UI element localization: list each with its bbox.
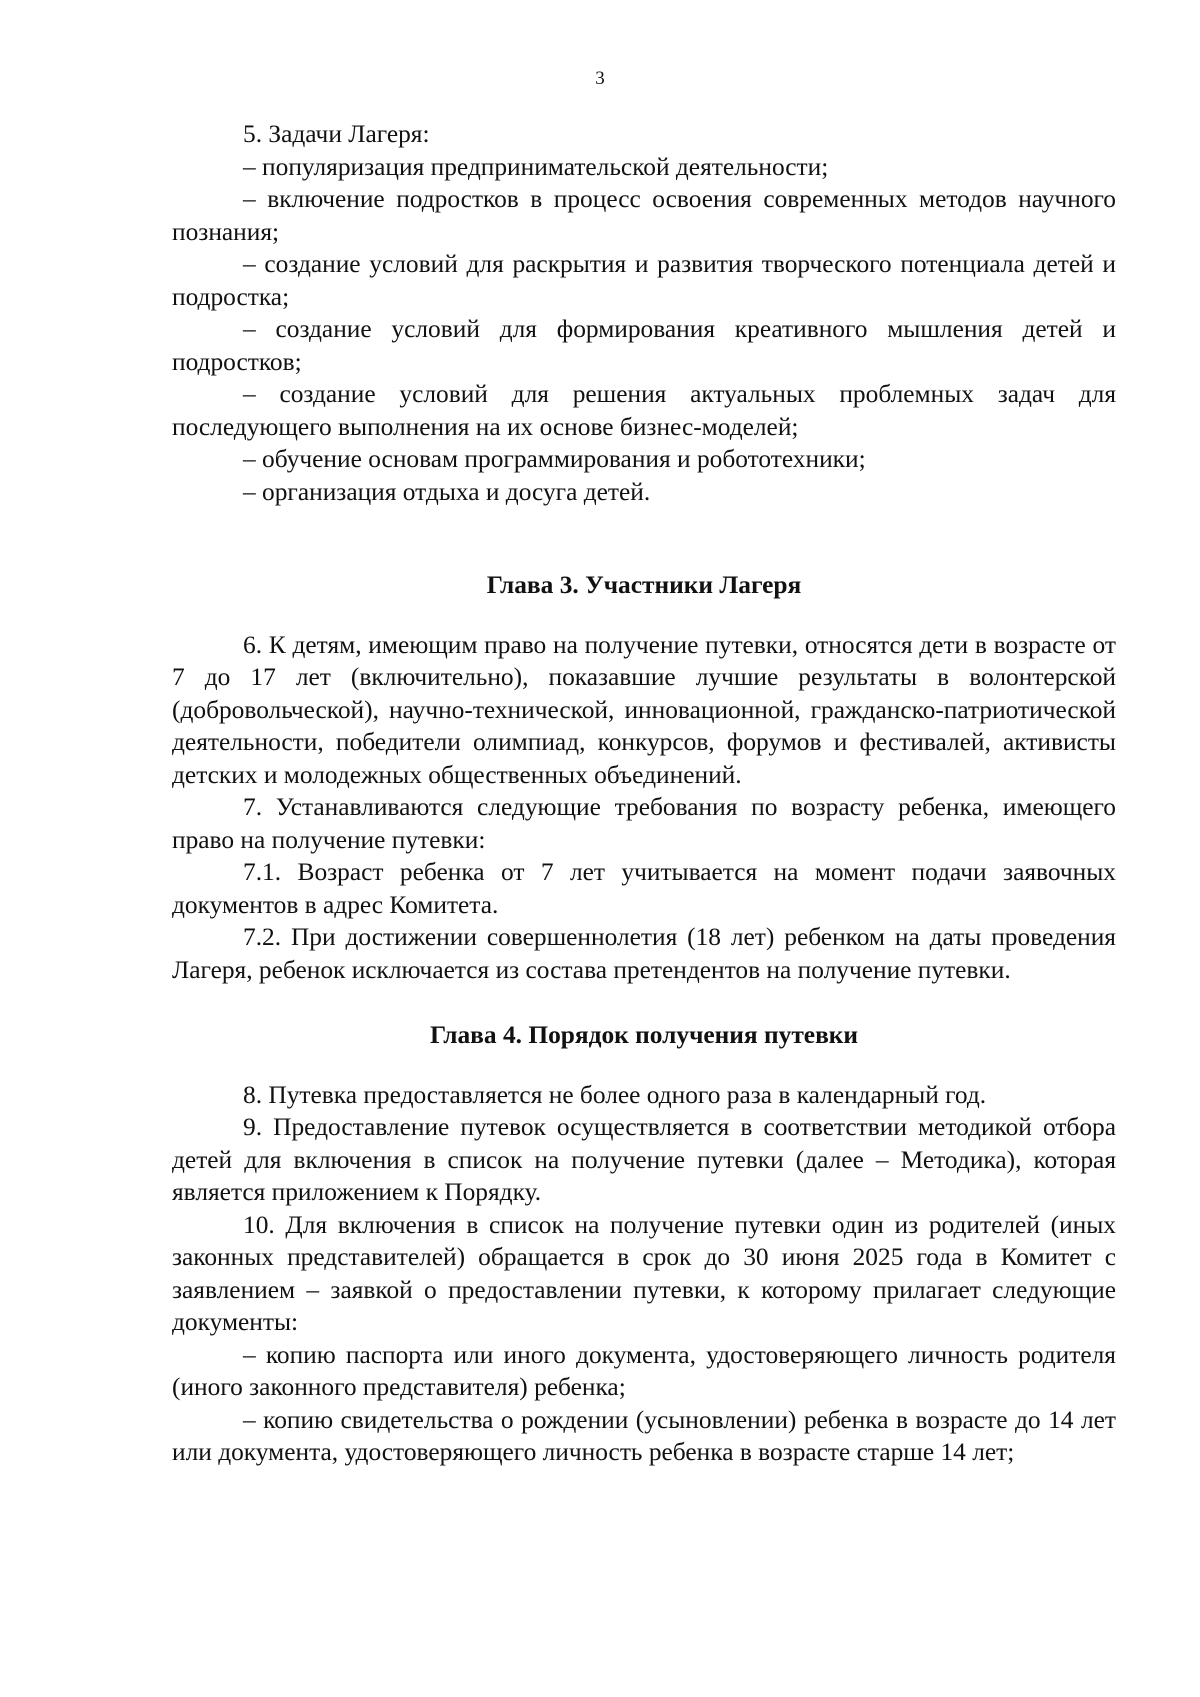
chapter3-paragraph: 7.2. При достижении совершеннолетия (18 лет) ребенком на даты проведения Лагеря, ребенок исключается из состава претендентов на получение путевки. [172,923,1116,984]
chapter4-paragraph: – копию паспорта или иного документа, удостоверяющего личность родителя (иного законного представителя) ребенка; [172,1340,1116,1401]
chapter3-paragraph: 7.1. Возраст ребенка от 7 лет учитывается на момент подачи заявочных документов в адрес Комитета. [172,858,1116,919]
chapter3-paragraph: 6. К детям, имеющим право на получение путевки, относятся дети в возрасте от 7 до 17 лет (включительно), показавшие лучшие результаты в волонтерской (добровольческой), научно-технической, инновационной, гражданско-патриотической деятельности, победители олимпиад, конкурсов, форумов и фестивалей, активисты детских и молодежных общественных объединений. [172,630,1116,789]
chapter4-paragraph: – копию свидетельства о рождении (усыновлении) ребенка в возрасте до 14 лет или документа, удостоверяющего личность ребенка в возрасте старше 14 лет; [172,1405,1116,1466]
section5-item: – популяризация предпринимательской деятельности; [243,152,829,181]
chapter3-heading: Глава 3. Участники Лагеря [486,571,802,599]
section5-item: – создание условий для формирования креативного мышления детей и подростков; [172,315,1116,376]
section5-item: – обучение основам программирования и робототехники; [243,445,866,473]
document-body [172,118,1116,1469]
section5-item: – включение подростков в процесс освоения современных методов научного познания; [172,185,1116,246]
section5-item: – создание условий для решения актуальных проблемных задач для последующего выполнения на их основе бизнес-моделей; [172,380,1116,441]
chapter4-heading: Глава 4. Порядок получения путевки [429,1021,859,1049]
section5-item: – создание условий для раскрытия и развития творческого потенциала детей и подростка; [172,250,1116,311]
chapter4-paragraph: 8. Путевка предоставляется не более одного раза в календарный год. [243,1080,987,1109]
section5-title: 5. Задачи Лагеря: [243,120,430,148]
section5-item: – организация отдыха и досуга детей. [243,477,651,506]
chapter3-paragraph: 7. Устанавливаются следующие требования по возрасту ребенка, имеющего право на получение путевки: [172,793,1116,854]
chapter4-paragraph: 9. Предоставление путевок осуществляется в соответствии методикой отбора детей для включения в список на получение путевки (далее – Методика), которая является приложением к Порядку. [172,1113,1116,1206]
chapter4-paragraph: 10. Для включения в список на получение путевки один из родителей (иных законных представителей) обращается в срок до 30 июня 2025 года в Комитет с заявлением – заявкой о предоставлении путевки, к которому прилагает следующие документы: [172,1210,1116,1336]
page-number: 3 [595,68,605,89]
